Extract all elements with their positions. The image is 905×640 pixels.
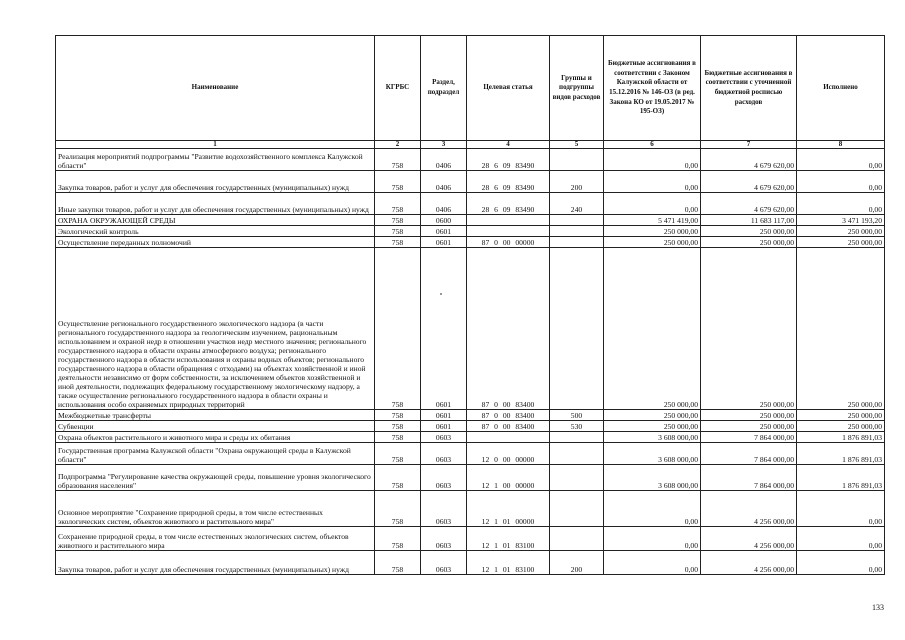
- row-executed: 0,00: [797, 491, 885, 527]
- row-expense-group: [550, 248, 604, 410]
- row-name: Государственная программа Калужской области "Охрана окружающей среды в Калужской области": [56, 443, 375, 465]
- table-row: [56, 421, 885, 432]
- row-target: 12 1 01 83100: [467, 551, 550, 575]
- row-law-budget: 0,00: [604, 193, 701, 215]
- row-expense-group: [550, 237, 604, 248]
- row-kgrbs: 758: [375, 443, 421, 465]
- row-target: 28 6 09 83490: [467, 149, 550, 171]
- row-law-budget: 0,00: [604, 149, 701, 171]
- row-executed: 250 000,00: [797, 237, 885, 248]
- header-law-budget: Бюджетные ассигнования в соответствии с Законом Калужской области от 15.12.2016 № 146-ОЗ (в ред. Закона КО от 19.05.2017 № 195-ОЗ): [604, 36, 701, 141]
- row-name: Реализация мероприятий подпрограммы "Развитие водохозяйственного комплекса Калужской области": [56, 149, 375, 171]
- row-executed: 0,00: [797, 149, 885, 171]
- table-row: [56, 465, 885, 491]
- row-name: Закупка товаров, работ и услуг для обеспечения государственных (муниципальных) нужд: [56, 171, 375, 193]
- row-target: 28 6 09 83490: [467, 193, 550, 215]
- row-razdel: 0601: [421, 248, 467, 410]
- header-razdel: Раздел, подраздел: [421, 36, 467, 141]
- row-target: 87 0 00 00000: [467, 237, 550, 248]
- row-law-budget: 250 000,00: [604, 421, 701, 432]
- row-executed: 250 000,00: [797, 410, 885, 421]
- row-refined-budget: 4 256 000,00: [701, 551, 797, 575]
- column-number: 2: [375, 141, 421, 149]
- row-expense-group: 240: [550, 193, 604, 215]
- row-expense-group: 200: [550, 551, 604, 575]
- row-refined-budget: 4 679 620,00: [701, 193, 797, 215]
- row-name: Субвенции: [56, 421, 375, 432]
- scan-speck: [440, 293, 442, 295]
- row-expense-group: [550, 215, 604, 226]
- row-law-budget: 3 608 000,00: [604, 432, 701, 443]
- header-target: Целевая статья: [467, 36, 550, 141]
- row-target: [467, 226, 550, 237]
- column-number: 4: [467, 141, 550, 149]
- row-expense-group: 500: [550, 410, 604, 421]
- row-executed: 3 471 193,20: [797, 215, 885, 226]
- row-law-budget: 3 608 000,00: [604, 443, 701, 465]
- column-number: 1: [56, 141, 375, 149]
- row-law-budget: 0,00: [604, 491, 701, 527]
- row-executed: 1 876 891,03: [797, 465, 885, 491]
- row-law-budget: 250 000,00: [604, 248, 701, 410]
- budget-table: [55, 35, 885, 575]
- row-kgrbs: 758: [375, 193, 421, 215]
- row-target: 28 6 09 83490: [467, 171, 550, 193]
- row-executed: 250 000,00: [797, 421, 885, 432]
- row-kgrbs: 758: [375, 491, 421, 527]
- table-row: [56, 443, 885, 465]
- row-target: 87 0 00 83400: [467, 421, 550, 432]
- row-law-budget: 3 608 000,00: [604, 465, 701, 491]
- row-target: [467, 215, 550, 226]
- column-number: 3: [421, 141, 467, 149]
- row-kgrbs: 758: [375, 149, 421, 171]
- row-refined-budget: 250 000,00: [701, 421, 797, 432]
- row-refined-budget: 7 864 000,00: [701, 443, 797, 465]
- row-razdel: 0406: [421, 193, 467, 215]
- table-row: [56, 215, 885, 226]
- row-name: Осуществление переданных полномочий: [56, 237, 375, 248]
- row-kgrbs: 758: [375, 237, 421, 248]
- row-razdel: 0601: [421, 421, 467, 432]
- row-refined-budget: 250 000,00: [701, 226, 797, 237]
- row-name: Межбюджетные трансферты: [56, 410, 375, 421]
- row-expense-group: [550, 432, 604, 443]
- table-row: [56, 149, 885, 171]
- page-number: 133: [872, 603, 884, 612]
- header-expense-group: Группы и подгруппы видов расходов: [550, 36, 604, 141]
- column-number: 5: [550, 141, 604, 149]
- column-number-row: [56, 141, 885, 149]
- row-expense-group: 200: [550, 171, 604, 193]
- row-refined-budget: 250 000,00: [701, 248, 797, 410]
- row-name: Экологический контроль: [56, 226, 375, 237]
- row-kgrbs: 758: [375, 421, 421, 432]
- table-header-row: [56, 36, 885, 141]
- row-expense-group: [550, 443, 604, 465]
- row-razdel: 0601: [421, 226, 467, 237]
- row-razdel: 0603: [421, 527, 467, 551]
- row-executed: 1 876 891,03: [797, 443, 885, 465]
- table-row: [56, 237, 885, 248]
- row-refined-budget: 4 679 620,00: [701, 171, 797, 193]
- row-executed: 250 000,00: [797, 226, 885, 237]
- row-refined-budget: 4 256 000,00: [701, 491, 797, 527]
- row-kgrbs: 758: [375, 465, 421, 491]
- row-name: Основное мероприятие "Сохранение природной среды, в том числе естественных экологических систем, объектов животного и растительного мира": [56, 491, 375, 527]
- row-razdel: 0603: [421, 551, 467, 575]
- row-kgrbs: 758: [375, 410, 421, 421]
- header-executed: Исполнено: [797, 36, 885, 141]
- row-expense-group: [550, 149, 604, 171]
- header-kgrbs: КГРБС: [375, 36, 421, 141]
- table-row: [56, 248, 885, 410]
- row-razdel: 0601: [421, 410, 467, 421]
- column-number: 6: [604, 141, 701, 149]
- row-law-budget: 250 000,00: [604, 226, 701, 237]
- row-kgrbs: 758: [375, 551, 421, 575]
- row-refined-budget: 4 679 620,00: [701, 149, 797, 171]
- table-row: [56, 491, 885, 527]
- column-number: 7: [701, 141, 797, 149]
- row-refined-budget: 250 000,00: [701, 237, 797, 248]
- row-razdel: 0600: [421, 215, 467, 226]
- table-row: [56, 193, 885, 215]
- row-razdel: 0603: [421, 491, 467, 527]
- table-row: [56, 410, 885, 421]
- row-target: 87 0 00 83400: [467, 248, 550, 410]
- column-number: 8: [797, 141, 885, 149]
- row-kgrbs: 758: [375, 248, 421, 410]
- table-row: [56, 226, 885, 237]
- row-law-budget: 0,00: [604, 527, 701, 551]
- row-kgrbs: 758: [375, 226, 421, 237]
- row-executed: 0,00: [797, 171, 885, 193]
- row-executed: 250 000,00: [797, 248, 885, 410]
- row-refined-budget: 7 864 000,00: [701, 465, 797, 491]
- row-target: 12 0 00 00000: [467, 443, 550, 465]
- row-razdel: 0406: [421, 149, 467, 171]
- table-row: [56, 171, 885, 193]
- row-kgrbs: 758: [375, 432, 421, 443]
- row-target: 12 1 00 00000: [467, 465, 550, 491]
- row-target: 87 0 00 83400: [467, 410, 550, 421]
- row-law-budget: 5 471 419,00: [604, 215, 701, 226]
- table-row: [56, 432, 885, 443]
- row-razdel: 0601: [421, 237, 467, 248]
- row-expense-group: [550, 527, 604, 551]
- row-razdel: 0603: [421, 443, 467, 465]
- row-law-budget: 250 000,00: [604, 237, 701, 248]
- table-row: [56, 551, 885, 575]
- row-name: ОХРАНА ОКРУЖАЮЩЕЙ СРЕДЫ: [56, 215, 375, 226]
- row-refined-budget: 11 683 117,00: [701, 215, 797, 226]
- row-law-budget: 0,00: [604, 171, 701, 193]
- table-row: [56, 527, 885, 551]
- row-law-budget: 250 000,00: [604, 410, 701, 421]
- header-refined-budget: Бюджетные ассигнования в соответствии с уточненной бюджетной росписью расходов: [701, 36, 797, 141]
- row-name: Осуществление регионального государственного экологического надзора (в части регионального государственного надзора за геологическим изучением, рациональным использованием и охраной недр в отношении участков недр местного значения; регионального государственного надзора в области охраны атмосферного воздуха; регионального государственного надзора в области использования и охраны водных объектов; регионального государственного надзора в области обращения с отходами) на объектах хозяйственной и иной деятельности независимо от форм собственности, за исключением объектов хозяйственной и иной деятельности, подлежащих федеральному государственному экологическому надзору, а также осуществление регионального государственного надзора в области охраны и использования особо охраняемых природных территорий: [56, 248, 375, 410]
- row-executed: 1 876 891,03: [797, 432, 885, 443]
- row-refined-budget: 250 000,00: [701, 410, 797, 421]
- header-name: Наименование: [56, 36, 375, 141]
- row-expense-group: 530: [550, 421, 604, 432]
- row-refined-budget: 4 256 000,00: [701, 527, 797, 551]
- row-executed: 0,00: [797, 193, 885, 215]
- row-name: Подпрограмма "Регулирование качества окружающей среды, повышение уровня экологического образования населения": [56, 465, 375, 491]
- row-kgrbs: 758: [375, 527, 421, 551]
- row-kgrbs: 758: [375, 215, 421, 226]
- row-name: Охрана объектов растительного и животного мира и среды их обитания: [56, 432, 375, 443]
- row-expense-group: [550, 491, 604, 527]
- row-refined-budget: 7 864 000,00: [701, 432, 797, 443]
- row-law-budget: 0,00: [604, 551, 701, 575]
- row-razdel: 0603: [421, 432, 467, 443]
- row-target: 12 1 01 00000: [467, 491, 550, 527]
- row-executed: 0,00: [797, 527, 885, 551]
- row-executed: 0,00: [797, 551, 885, 575]
- row-expense-group: [550, 226, 604, 237]
- row-kgrbs: 758: [375, 171, 421, 193]
- row-name: Закупка товаров, работ и услуг для обеспечения государственных (муниципальных) нужд: [56, 551, 375, 575]
- row-razdel: 0406: [421, 171, 467, 193]
- row-razdel: 0603: [421, 465, 467, 491]
- row-target: [467, 432, 550, 443]
- row-name: Сохранение природной среды, в том числе естественных экологических систем, объектов животного и растительного мира: [56, 527, 375, 551]
- row-target: 12 1 01 83100: [467, 527, 550, 551]
- row-expense-group: [550, 465, 604, 491]
- row-name: Иные закупки товаров, работ и услуг для обеспечения государственных (муниципальных) нужд: [56, 193, 375, 215]
